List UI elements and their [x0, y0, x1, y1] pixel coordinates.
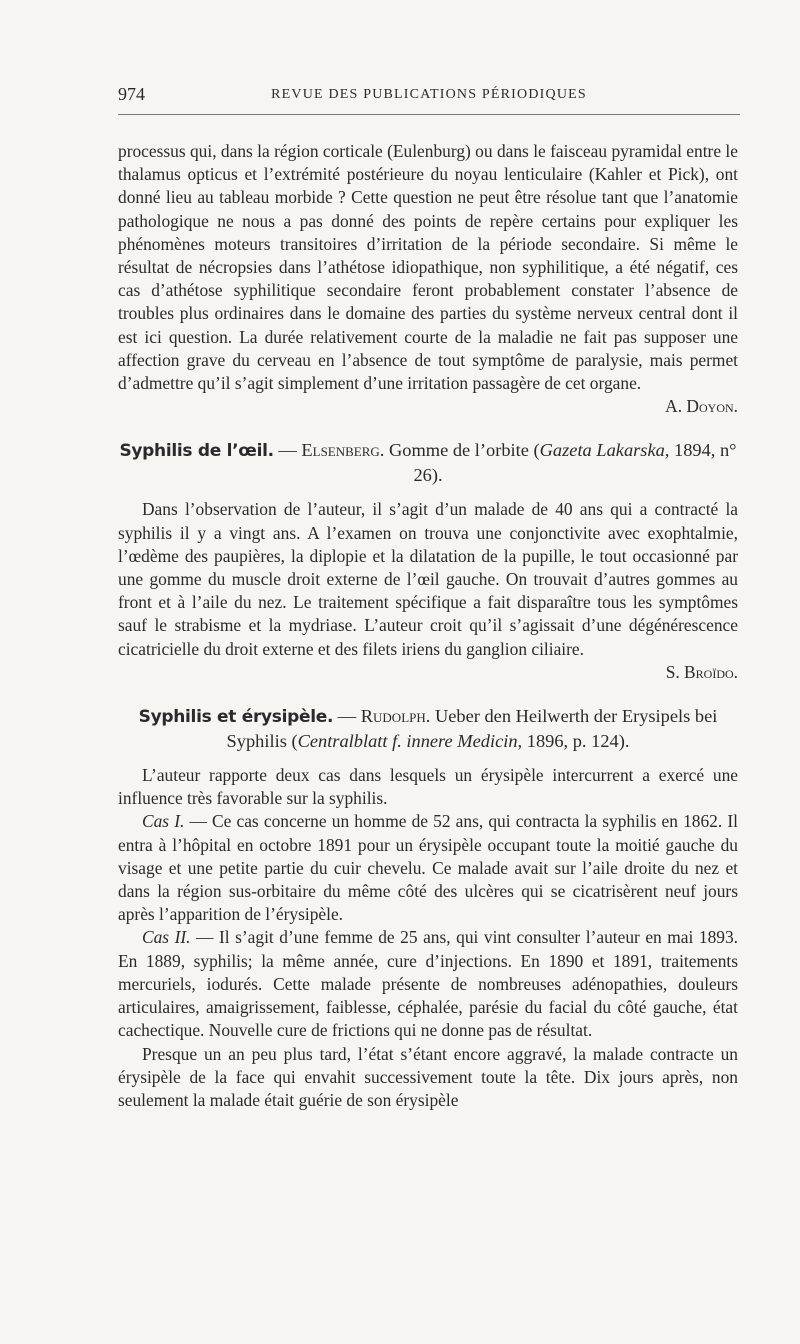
intro-paragraph: processus qui, dans la région corticale (Eulenburg) ou dans le faisceau pyramidal entre le thalamus opticus et l’extrémité postérieure du noyau lenticulaire (Kahler et Pick), ont donné lieu au tableau morbide ? Cette question ne peut être résolue tant que l’anatomie pathologique ne nous a pas donné des points de repère certains pour expliquer les phénomènes moteurs transitoires d’irritation de la période secondaire. Si même le résultat de nécropsies dans l’athétose idiopathique, non syphilitique, a été négatif, ces cas d’athétose syphilitique secondaire feront probablement constater l’absence de troubles plus ordinaires dans le domaine des parties du système nerveux central dont il est ici question. La durée relativement courte de la maladie ne fait pas supposer une affection grave du cerveau en l’absence de tout symptôme de paralysie, mais permet d’admettre qu’il s’agit simplement d’une irritation passagère de cet organe.	[118, 141, 738, 394]
heading-ref: 1896, p. 124).	[522, 731, 630, 752]
section-heading-oeil	[118, 438, 738, 487]
section1-signature	[118, 661, 738, 684]
page-number: 974	[118, 84, 145, 104]
intro-signature	[118, 395, 738, 418]
running-title: REVUE DES PUBLICATIONS PÉRIODIQUES	[271, 87, 587, 102]
section-heading-erysipele	[118, 704, 738, 753]
heading-author: Rudolph	[360, 706, 426, 727]
section1-paragraph: Dans l’observation de l’auteur, il s’agit d’un malade de 40 ans qui a contracté la syphilis il y a vingt ans. A l’examen on trouva une conjonctivite avec exophtalmie, l’œdème des paupières, la diplopie et la dilatation de la pupille, le tout occasionné par une gomme du muscle droit externe de l’œil gauche. On trouvait d’autres gommes au front et à l’aile du nez. Le traitement spécifique a fait disparaître tous les symptômes sauf le strabisme et la mydriase. L’auteur croit qu’il s’agissait d’une dégénérescence cicatricielle du droit externe et des filets iriens du ganglion ciliaire.	[118, 499, 738, 659]
case2-label: Cas II.	[142, 927, 191, 948]
page-body	[118, 140, 738, 1112]
signature-name: S. Broïdo.	[665, 661, 738, 682]
page-header	[118, 84, 740, 115]
heading-title: . Gomme de l’orbite (	[379, 440, 540, 461]
heading-dash: —	[273, 440, 302, 461]
heading-journal: Centralblatt f. innere Medicin,	[297, 731, 523, 752]
heading-journal: Gazeta Lakarska,	[539, 440, 670, 461]
section2-intro: L’auteur rapporte deux cas dans lesquels un érysipèle intercurrent a exercé une influence très favorable sur la syphilis.	[118, 765, 738, 809]
case1-text: — Ce cas concerne un homme de 52 ans, qui contracta la syphilis en 1862. Il entra à l’hôpital en octobre 1891 pour un érysipèle occupant toute la moitié gauche du visage et une petite partie du cuir chevelu. Ce malade avait sur l’aile droite du nez et dans la région sus-orbitaire du même côté des ulcères qui se cicatrisèrent neuf jours après l’apparition de l’érysipèle.	[118, 811, 738, 925]
case1-paragraph	[118, 810, 738, 926]
case2-text: — Il s’agit d’une femme de 25 ans, qui vint consulter l’auteur en mai 1893. En 1889, syphilis; la même année, cure d’injections. En 1890 et 1891, traitements mercuriels, iodurés. Cette malade présente de nombreuses adénopathies, douleurs articulaires, amaigrissement, faiblesse, céphalée, parésie du facial du côté gauche, état cachectique. Nouvelle cure de frictions qui ne donne pas de résultat.	[118, 927, 739, 1041]
final-paragraph: Presque un an peu plus tard, l’état s’étant encore aggravé, la malade contracte un érysipèle de la face qui envahit successivement toute la tête. Dix jours après, non seulement la malade était guérie de son érysipèle	[118, 1043, 738, 1110]
heading-title: . Ueber den Heilwerth der Erysipels bei Syphilis (	[226, 706, 718, 752]
signature-name: A. Doyon.	[665, 396, 738, 417]
heading-author: Elsenberg	[301, 440, 380, 461]
case2-paragraph	[118, 926, 738, 1042]
heading-ref: 1894, n° 26).	[413, 440, 737, 486]
heading-dash: —	[333, 706, 361, 727]
heading-topic: Syphilis et érysipèle.	[138, 707, 334, 728]
heading-topic: Syphilis de l’œil.	[119, 441, 274, 462]
case1-label: Cas I.	[142, 811, 185, 832]
